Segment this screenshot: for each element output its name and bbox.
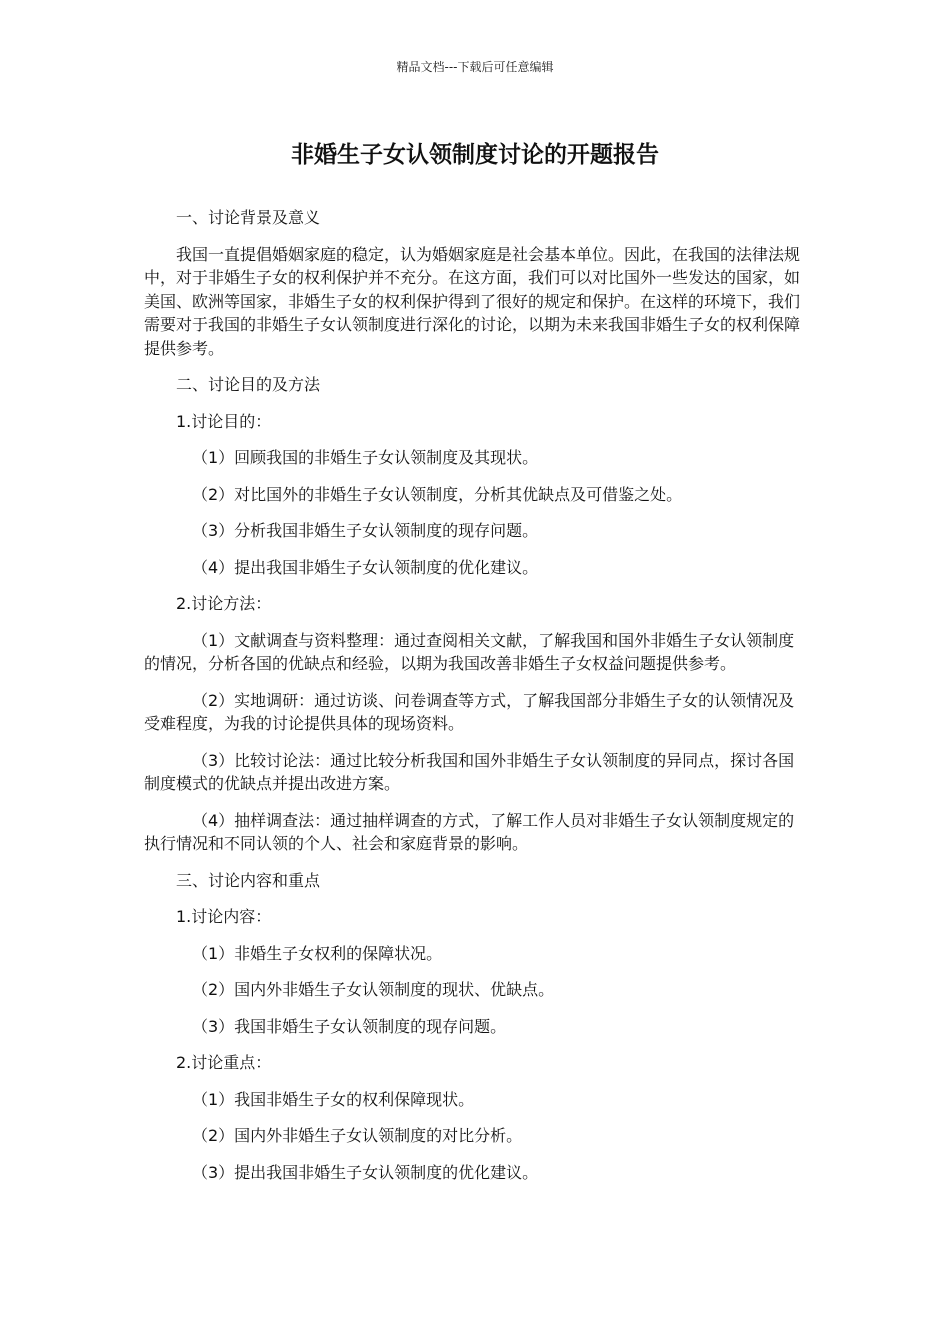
subsection-label: 2.讨论方法： <box>176 594 272 613</box>
list-item: （4）抽样调查法：通过抽样调查的方式，了解工作人员对非婚生子女认领制度规定的执行情况和不同认领的个人、社会和家庭背景的影响。 <box>144 810 795 853</box>
document-body <box>144 206 806 1197</box>
page-header-watermark: 精品文档---下载后可任意编辑 <box>396 60 554 74</box>
subsection-label: 2.讨论重点： <box>176 1053 272 1072</box>
section-heading: 三、讨论内容和重点 <box>176 870 321 890</box>
section-heading: 二、讨论目的及方法 <box>176 375 321 394</box>
paragraph: 我国一直提倡婚姻家庭的稳定，认为婚姻家庭是社会基本单位。因此，在我国的法律法规中，对于非婚生子女的权利保护并不充分。在这方面，我们可以对比国外一些发达的国家，如美国、欧洲等国家，非婚生子女的权利保护得到了很好的规定和保护。在这样的环境下，我们需要对于我国的非婚生子女认领制度进行深化的讨论，以期为未来我国非婚生子女的权利保障提供参考。 <box>144 244 801 358</box>
list-item: （1）文献调查与资料整理：通过查阅相关文献，了解我国和国外非婚生子女认领制度的情况，分析各国的优缺点和经验，以期为我国改善非婚生子女权益问题提供参考。 <box>144 630 795 673</box>
list-item: （3）提出我国非婚生子女认领制度的优化建议。 <box>192 1162 539 1182</box>
list-item: （1）回顾我国的非婚生子女认领制度及其现状。 <box>192 448 539 467</box>
list-item: （1）我国非婚生子女的权利保障现状。 <box>192 1089 475 1109</box>
section-heading: 一、讨论背景及意义 <box>176 208 321 227</box>
list-item: （2）对比国外的非婚生子女认领制度，分析其优缺点及可借鉴之处。 <box>192 484 683 504</box>
list-item: （3）比较讨论法：通过比较分析我国和国外非婚生子女认领制度的异同点，探讨各国制度模式的优缺点并提出改进方案。 <box>144 750 795 793</box>
list-item: （2）国内外非婚生子女认领制度的对比分析。 <box>192 1126 523 1145</box>
list-item: （3）分析我国非婚生子女认领制度的现存问题。 <box>192 521 539 540</box>
list-item: （2）实地调研：通过访谈、问卷调查等方式，了解我国部分非婚生子女的认领情况及受难程度，为我的讨论提供具体的现场资料。 <box>144 690 795 733</box>
list-item: （1）非婚生子女权利的保障状况。 <box>192 943 443 963</box>
subsection-label: 1.讨论目的： <box>176 411 272 431</box>
list-item: （2）国内外非婚生子女认领制度的现状、优缺点。 <box>192 980 555 999</box>
list-item: （4）提出我国非婚生子女认领制度的优化建议。 <box>192 557 539 577</box>
list-item: （3）我国非婚生子女认领制度的现存问题。 <box>192 1016 507 1036</box>
subsection-label: 1.讨论内容： <box>176 907 272 926</box>
document-title: 非婚生子女认领制度讨论的开题报告 <box>291 142 659 168</box>
